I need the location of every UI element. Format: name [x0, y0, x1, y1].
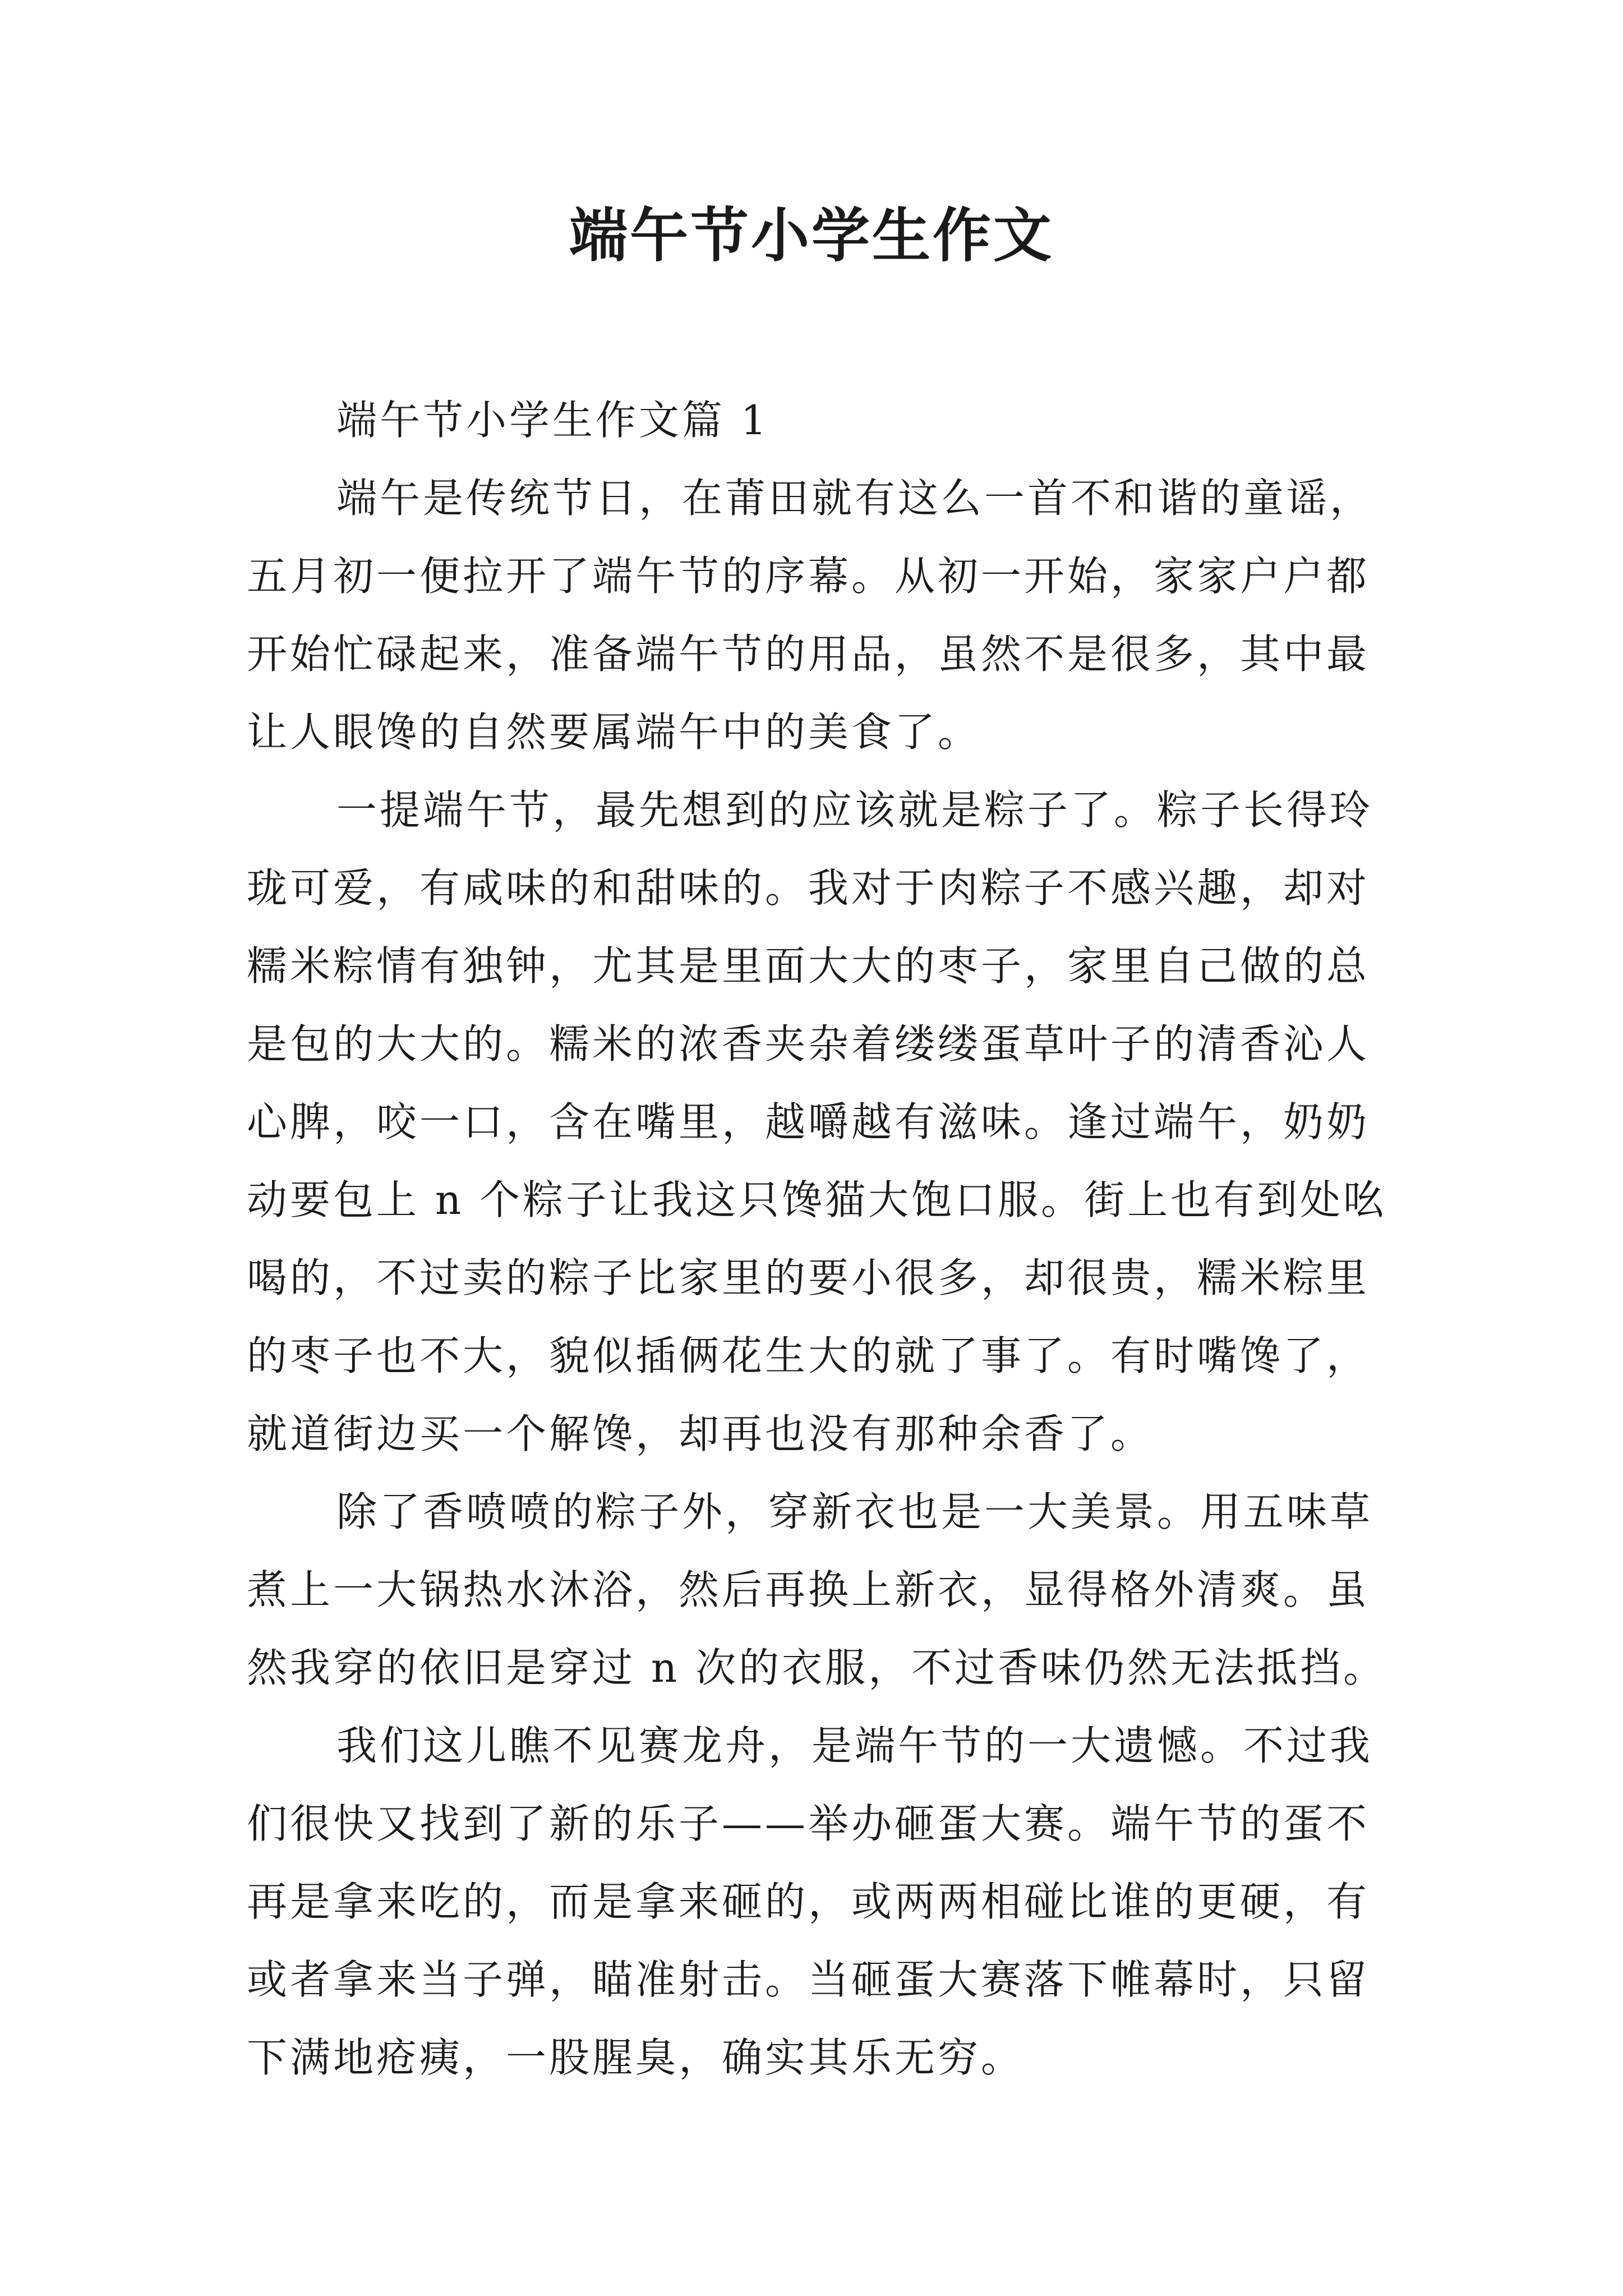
text-line: 喝的，不过卖的粽子比家里的要小很多，却很贵，糯米粽里 — [247, 1254, 1370, 1301]
text-line: 们很快又找到了新的乐子——举办砸蛋大赛。端午节的蛋不 — [247, 1800, 1370, 1847]
text-line: 开始忙碌起来，准备端午节的用品，虽然不是很多，其中最 — [247, 631, 1370, 678]
text-line: 的枣子也不大，貌似插俩花生大的就了事了。有时嘴馋了， — [247, 1332, 1370, 1379]
document-title: 端午节小学生作文 — [569, 201, 1054, 270]
text-line: 让人眼馋的自然要属端午中的美食了。 — [247, 708, 981, 756]
section-heading: 端午节小学生作文篇 1 — [336, 397, 769, 444]
text-line: 再是拿来吃的，而是拿来砸的，或两两相碰比谁的更硬，有 — [247, 1878, 1370, 1925]
text-line: 动要包上 n 个粽子让我这只馋猫大饱口服。街上也有到处吆 — [247, 1176, 1387, 1223]
text-line: 是包的大大的。糯米的浓香夹杂着缕缕蛋草叶子的清香沁人 — [247, 1020, 1370, 1068]
text-line: 一提端午节，最先想到的应该就是粽子了。粽子长得玲 — [336, 786, 1373, 834]
text-line: 就道街边买一个解馋，却再也没有那种余香了。 — [247, 1410, 1154, 1457]
text-line: 珑可爱，有咸味的和甜味的。我对于肉粽子不感兴趣，却对 — [247, 864, 1370, 912]
text-line: 我们这儿瞧不见赛龙舟，是端午节的一大遗憾。不过我 — [336, 1722, 1373, 1769]
text-line: 心脾，咬一口，含在嘴里，越嚼越有滋味。逢过端午，奶奶 — [247, 1098, 1370, 1145]
text-line: 五月初一便拉开了端午节的序幕。从初一开始，家家户户都 — [247, 553, 1370, 600]
text-line: 下满地疮痍，一股腥臭，确实其乐无穷。 — [247, 2034, 1025, 2081]
text-line: 除了香喷喷的粽子外，穿新衣也是一大美景。用五味草 — [336, 1488, 1373, 1535]
text-line: 煮上一大锅热水沐浴，然后再换上新衣，显得格外清爽。虽 — [247, 1566, 1370, 1613]
document-body — [247, 381, 1419, 2097]
text-line: 糯米粽情有独钟，尤其是里面大大的枣子，家里自己做的总 — [247, 942, 1370, 990]
text-line: 然我穿的依旧是穿过 n 次的衣服，不过香味仍然无法抵挡。 — [247, 1644, 1387, 1691]
text-line: 或者拿来当子弹，瞄准射击。当砸蛋大赛落下帷幕时，只留 — [247, 1956, 1370, 2003]
text-line: 端午是传统节日，在莆田就有这么一首不和谐的童谣， — [336, 475, 1373, 522]
